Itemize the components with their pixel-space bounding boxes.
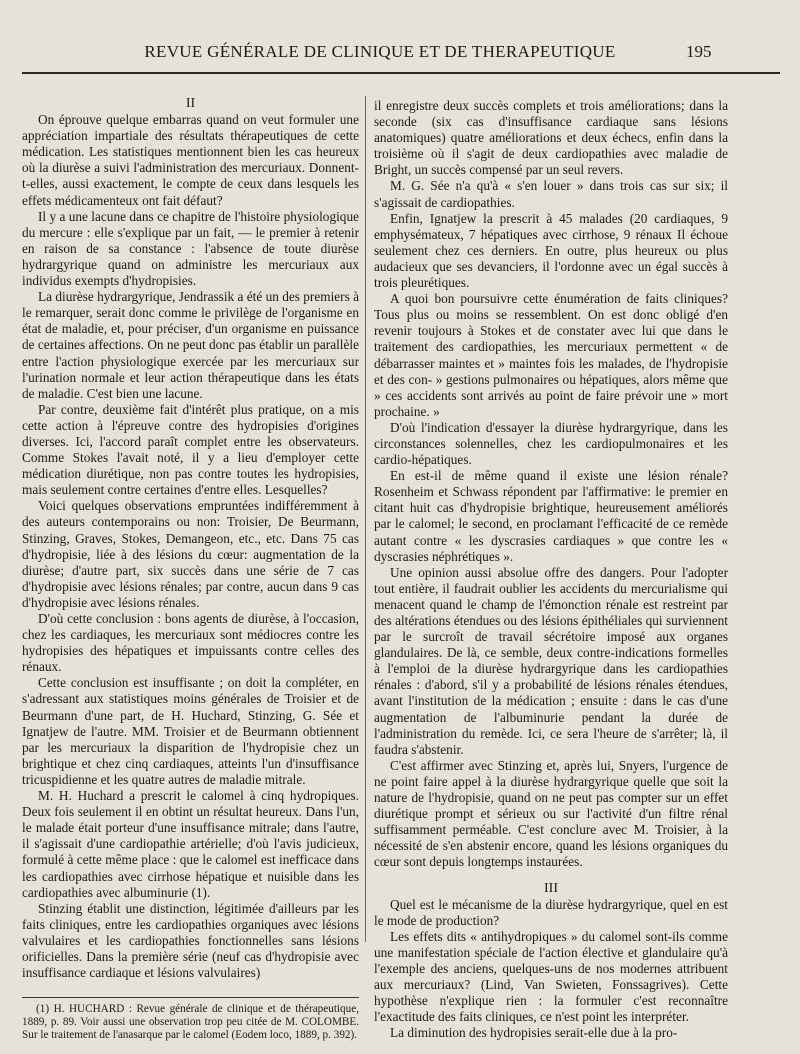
paragraph: M. G. Sée n'a qu'à « s'en louer » dans trois cas sur six; il s'agissait de cardiopathies.: [374, 178, 728, 210]
paragraph: Enfin, Ignatjew la prescrit à 45 malades (20 cardiaques, 9 emphysémateux, 7 hépatiques avec cirrhose, 9 rénaux Il échoue seulement chez ces derniers. En outre, plus heureux ou plus audacieux que ses devanciers, il l'ordonne avec un égal succès à trois pleurétiques.: [374, 210, 728, 291]
paragraph: M. H. Huchard a prescrit le calomel à cinq hydropiques. Deux fois seulement il en obtint un résultat heureux. Dans l'un, le malade était porteur d'une insuffisance mitrale; dans l'autre, il s'agissait d'une cardiopathie artérielle; d'où l'avis judicieux, formulé à cette même place : que le calomel est inefficace dans les cardiopathies avec cirrhose hépatique et nuisible dans les cardiopathies avec albuminurie (1).: [22, 788, 359, 900]
paragraph: Stinzing établit une distinction, légitimée d'ailleurs par les faits cliniques, entre les cardiopathies organiques avec lésions valvulaires et les cardiopathies fonctionnelles sans lésions orificielles. Dans la première série (neuf cas d'hydropisie avec insuffisance cardiaque et lésions valvulaires): [22, 900, 359, 981]
paragraph: Les effets dits « antihydropiques » du calomel sont-ils comme une manifestation spéciale de l'action élective et glandulaire qu'à l'exemple des anciens, quelques-uns de nos modernes attribuent aux mercuriaux? (Lind, Van Swieten, Fonssagrives). Cette hypothèse n'explique rien : la formuler c'est reconnaître l'exactitude des faits cliniques, ce n'est point les interpréter.: [374, 928, 728, 1025]
paragraph: En est-il de même quand il existe une lésion rénale? Rosenheim et Schwass répondent par l'affirmative: le premier en citant huit cas d'hydropisie brightique, heureusement améliorés par le calomel; le second, en proclamant l'efficacité de ce remède autant contre « les dyscrasies cardiaques » que contre les « dyscrasies néphrétiques ».: [374, 468, 728, 564]
page-header: [0, 42, 800, 72]
paragraph: D'où l'indication d'essayer la diurèse hydrargyrique, dans les circonstances solennelles, chez les cardiopulmonaires et les cardio-hépatiques.: [374, 419, 728, 468]
right-column: [374, 98, 728, 1041]
section-heading: II: [185, 96, 196, 111]
footnote-rule: [22, 997, 359, 998]
paragraph: La diminution des hydropisies serait-elle due à la pro-: [390, 1025, 678, 1041]
paragraph: C'est affirmer avec Stinzing et, après lui, Snyers, l'urgence de ne point faire appel à la diurèse hydrargyrique quelle que soit la nature de l'hydropisie, quand on ne peut pas compter sur un effet diurétique prompt et sérieux ou sur l'activité d'un filtre rénal suffisamment perméable. C'est conclure avec M. Troisier, à la nécessité de s'en abstenir encore, quand les lésions organiques du cœur sont depuis longtemps instaurées.: [374, 757, 728, 870]
paragraph: La diurèse hydrargyrique, Jendrassik a été un des premiers à le remarquer, serait donc comme le privilège de l'organisme en état de maladie, et, pour préciser, d'un organisme en puissance de certaines affections. On ne peut donc pas établir un parallèle entre l'action physiologique exercée par les mercuriaux sur l'urination normale et leur action thérapeutique dans les états de maladie. C'est bien une lacune.: [22, 289, 359, 401]
paragraph: Par contre, deuxième fait d'intérêt plus pratique, on a mis cette action à l'épreuve contre des hydropisies d'origines diverses. Ici, l'accord paraît complet entre les observateurs. Comme Stokes l'avait noté, il y a lieu d'employer cette médication diurétique, non pas contre toutes les hydropisies, mais seulement contre certaines d'entre elles. Lesquelles?: [22, 401, 359, 498]
paragraph: il enregistre deux succès complets et trois améliorations; dans la seconde (six cas d'insuffisance cardiaque sans lésions anatomiques) quatre améliorations et deux échecs, enfin dans la troisième où il s'agit de deux cardiopathies avec maladie de Bright, un succès compensé par un seul revers.: [374, 98, 728, 178]
paragraph: On éprouve quelque embarras quand on veut formuler une appréciation impartiale des résultats thérapeutiques de cette médication. Les statistiques mentionnent bien les cas heureux où la diurèse a suivi l'administration des mercuriaux. Donnent-t-elles, aussi exactement, le compte de ceux dans lesquels les effets médicamenteux ont fait défaut?: [22, 112, 359, 208]
footnote: [22, 1003, 359, 1042]
running-title: REVUE GÉNÉRALE DE CLINIQUE ET DE THERAPEUTIQUE: [144, 42, 616, 61]
footnote-text: (1) H. HUCHARD : Revue générale de clinique et de thérapeutique, 1889, p. 89. Voir aussi une observation trop peu citée de M. COLOMBE. Sur le traitement de l'anasarque par le calomel (Eodem loco, 1889, p. 392).: [22, 1003, 359, 1041]
page-number: 195: [686, 42, 712, 61]
paragraph: Voici quelques observations empruntées indifféremment à des auteurs contemporains ou non: Troisier, De Beurmann, Stinzing, Graves, Stokes, Demangeon, etc., etc. Dans 75 cas d'hydropisie, liée à des lésions du cœur: augmentation de la diurèse; d'autre part, six succès dans une série de 7 cas d'hydropisie avec lésions rénales; par contre, aucun dans 9 cas d'hydropisie avec lésions rénales.: [22, 498, 359, 610]
column-divider: [365, 96, 366, 942]
section-heading: III: [544, 880, 558, 896]
paragraph: Cette conclusion est insuffisante ; on doit la compléter, en s'adressant aux statistiques moins générales de Troisier et de Beurmann d'une part, de H. Huchard, Stinzing, G. Sée et Ignatjew de l'autre. MM. Troisier et de Beurmann obtiennent par les mercuriaux la disparition de l'hydropisie chez un brightique et chez cinq cardiaques, atteints l'un d'insuffisance tricuspidienne et les quatre autres de maladie mitrale.: [22, 675, 359, 787]
header-rule: [22, 72, 780, 74]
paragraph: Il y a une lacune dans ce chapitre de l'histoire physiologique du mercure : elle s'explique par un fait, — le premier à retenir en raison de sa constance : l'absence de toute diurèse hydrargyrique quand on administre les mercuriaux aux individus exempts d'hydropisies.: [22, 208, 359, 289]
paragraph: D'où cette conclusion : bons agents de diurèse, à l'occasion, chez les cardiaques, les mercuriaux sont médiocres contre les hydropisies des hépatiques et impuissants contre celles des rénaux.: [22, 611, 359, 675]
paragraph: Une opinion aussi absolue offre des dangers. Pour l'adopter tout entière, il faudrait oublier les accidents du mercurialisme qui menacent quand le champ de l'émonction rénale est restreint par des altérations étendues ou des lésions épithéliales qui surviennent par le surcroît de travail sécrétoire imposé aux organes glandulaires. De là, ce semble, deux contre-indications formelles à l'emploi de la diurèse hydrargyrique dans les cardiopathies rénales : d'abord, s'il y a probabilité de lésions rénales étendues, avant l'institution de la médication ; ensuite : dans le cas d'une augmentation de l'albuminurie pendant la durée de l'administration du remède. Ici, ce sera l'heure de s'arrêter; là, il faudra s'abstenir.: [374, 564, 728, 757]
left-column: [22, 96, 359, 981]
paragraph: Quel est le mécanisme de la diurèse hydrargyrique, quel en est le mode de production?: [374, 896, 728, 928]
paragraph: A quoi bon poursuivre cette énumération de faits cliniques? Tous plus ou moins se ressemblent. On est donc obligé d'en revenir toujours à Stokes et de constater avec lui que dans le traitement des cardiopathies, les mercuriaux permettent « de débarrasser maintes et » maintes fois les malades, de l'hydropisie et des con- » gestions pulmonaires ou hépatiques, alors même que » ces accidents sont arrivés au point de faire prévoir une » mort prochaine. »: [374, 291, 728, 419]
